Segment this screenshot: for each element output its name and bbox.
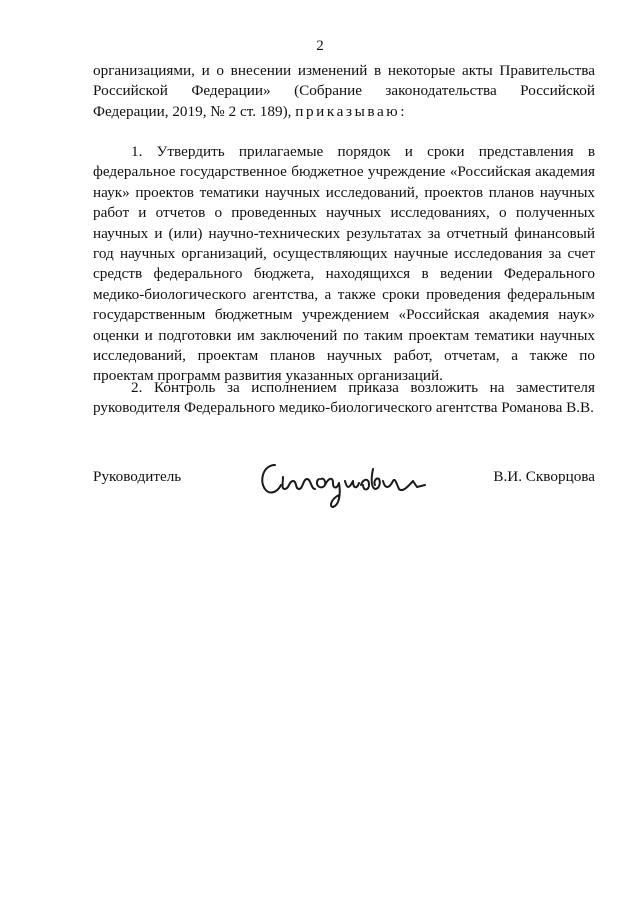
signatory-title: Руководитель [93,468,182,485]
intro-paragraph [93,61,595,122]
paragraph-2: 2. Контроль за исполнением приказа возложить на заместителя руководителя Федерального медико-биологического агентства Романова В.В. [93,379,595,417]
signatory-name: В.И. Скворцова [493,468,595,485]
signature-block [93,455,595,515]
order-word: приказываю: [295,102,408,120]
handwritten-signature [253,455,443,513]
paragraph-1: 1. Утвердить прилагаемые порядок и сроки представления в федеральное государственное бюджетное учреждение «Российская академия наук» проектов тематики научных исследований, проектов планов научных работ и отчетов о проведенных научных исследованиях, о полученных научных и (или) научно-технических результатах за отчетный финансовый год научных организаций, осуществляющих научные исследования за счет средств федерального бюджета, находящихся в ведении Федерального медико-биологического агентства, а также сроки проведения федеральным государственным бюджетным учреждением «Российская академия наук» оценки и подготовки им заключений по таким проектам тематики научных исследований, проектам планов научных работ, отчетам, а также по проектам программ развития указанных организаций. [93,143,595,385]
page-number: 2 [316,38,324,54]
intro-text: организациями, и о внесении изменений в некоторые акты Правительства Российской Федерации» (Собрание законодательства Российской Федерации, 2019, № 2 ст. 189), [93,62,595,120]
